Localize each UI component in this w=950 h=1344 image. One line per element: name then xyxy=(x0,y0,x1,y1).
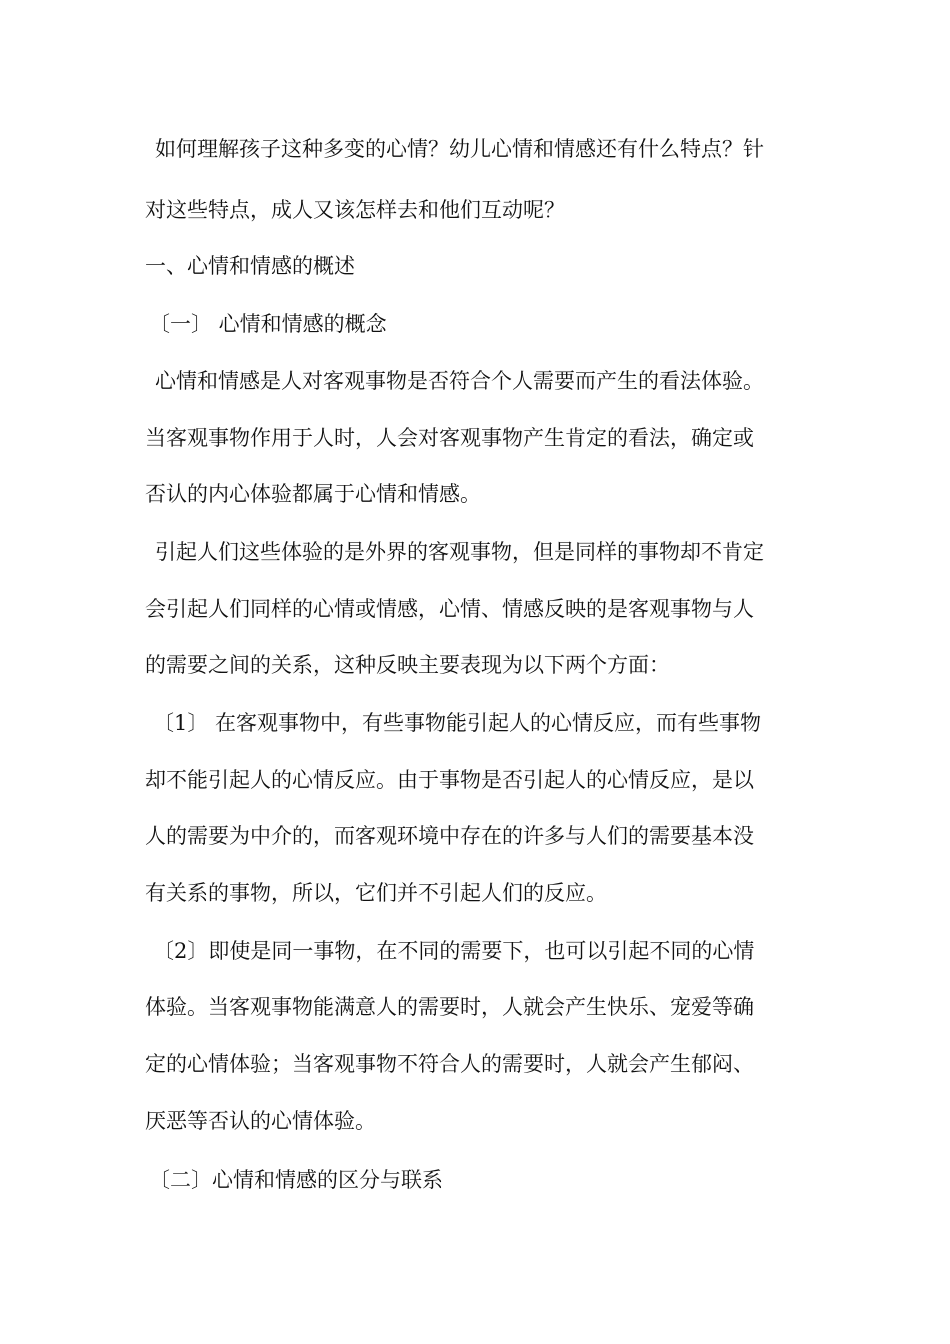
item-2-line-4: 厌恶等否认的心情体验。 xyxy=(145,1109,376,1133)
item-1-line-1: 〔1〕 在客观事物中，有些事物能引起人的心情反应，而有些事物 xyxy=(153,711,762,735)
section-heading-1: 一、心情和情感的概述 xyxy=(145,254,355,278)
item-1-line-3: 人的需要为中介的，而客观环境中存在的许多与人们的需要基本没 xyxy=(145,824,754,848)
paragraph-1-line-1: 如何理解孩子这种多变的心情？幼儿心情和情感还有什么特点？针 xyxy=(155,137,764,161)
subsection-heading-2: 〔二〕心情和情感的区分与联系 xyxy=(149,1168,443,1192)
paragraph-3-line-3: 的需要之间的关系，这种反映主要表现为以下两个方面： xyxy=(145,653,670,677)
subsection-heading-1: 〔一〕 心情和情感的概念 xyxy=(149,312,387,336)
paragraph-2-line-3: 否认的内心体验都属于心情和情感。 xyxy=(145,482,481,506)
item-2-line-3: 定的心情体验；当客观事物不符合人的需要时，人就会产生郁闷、 xyxy=(145,1052,754,1076)
paragraph-3-line-2: 会引起人们同样的心情或情感，心情、情感反映的是客观事物与人 xyxy=(145,597,754,621)
item-1-line-4: 有关系的事物，所以，它们并不引起人们的反应。 xyxy=(145,881,607,905)
item-2-line-1: 〔2〕即使是同一事物，在不同的需要下，也可以引起不同的心情 xyxy=(153,939,755,963)
paragraph-2-line-2: 当客观事物作用于人时，人会对客观事物产生肯定的看法，确定或 xyxy=(145,426,754,450)
paragraph-2-line-1: 心情和情感是人对客观事物是否符合个人需要而产生的看法体验。 xyxy=(155,369,764,393)
paragraph-3-line-1: 引起人们这些体验的是外界的客观事物，但是同样的事物却不肯定 xyxy=(155,540,764,564)
item-2-line-2: 体验。当客观事物能满意人的需要时，人就会产生快乐、宠爱等确 xyxy=(145,995,754,1019)
paragraph-1-line-2: 对这些特点，成人又该怎样去和他们互动呢？ xyxy=(145,198,565,222)
item-1-line-2: 却不能引起人的心情反应。由于事物是否引起人的心情反应，是以 xyxy=(145,768,754,792)
